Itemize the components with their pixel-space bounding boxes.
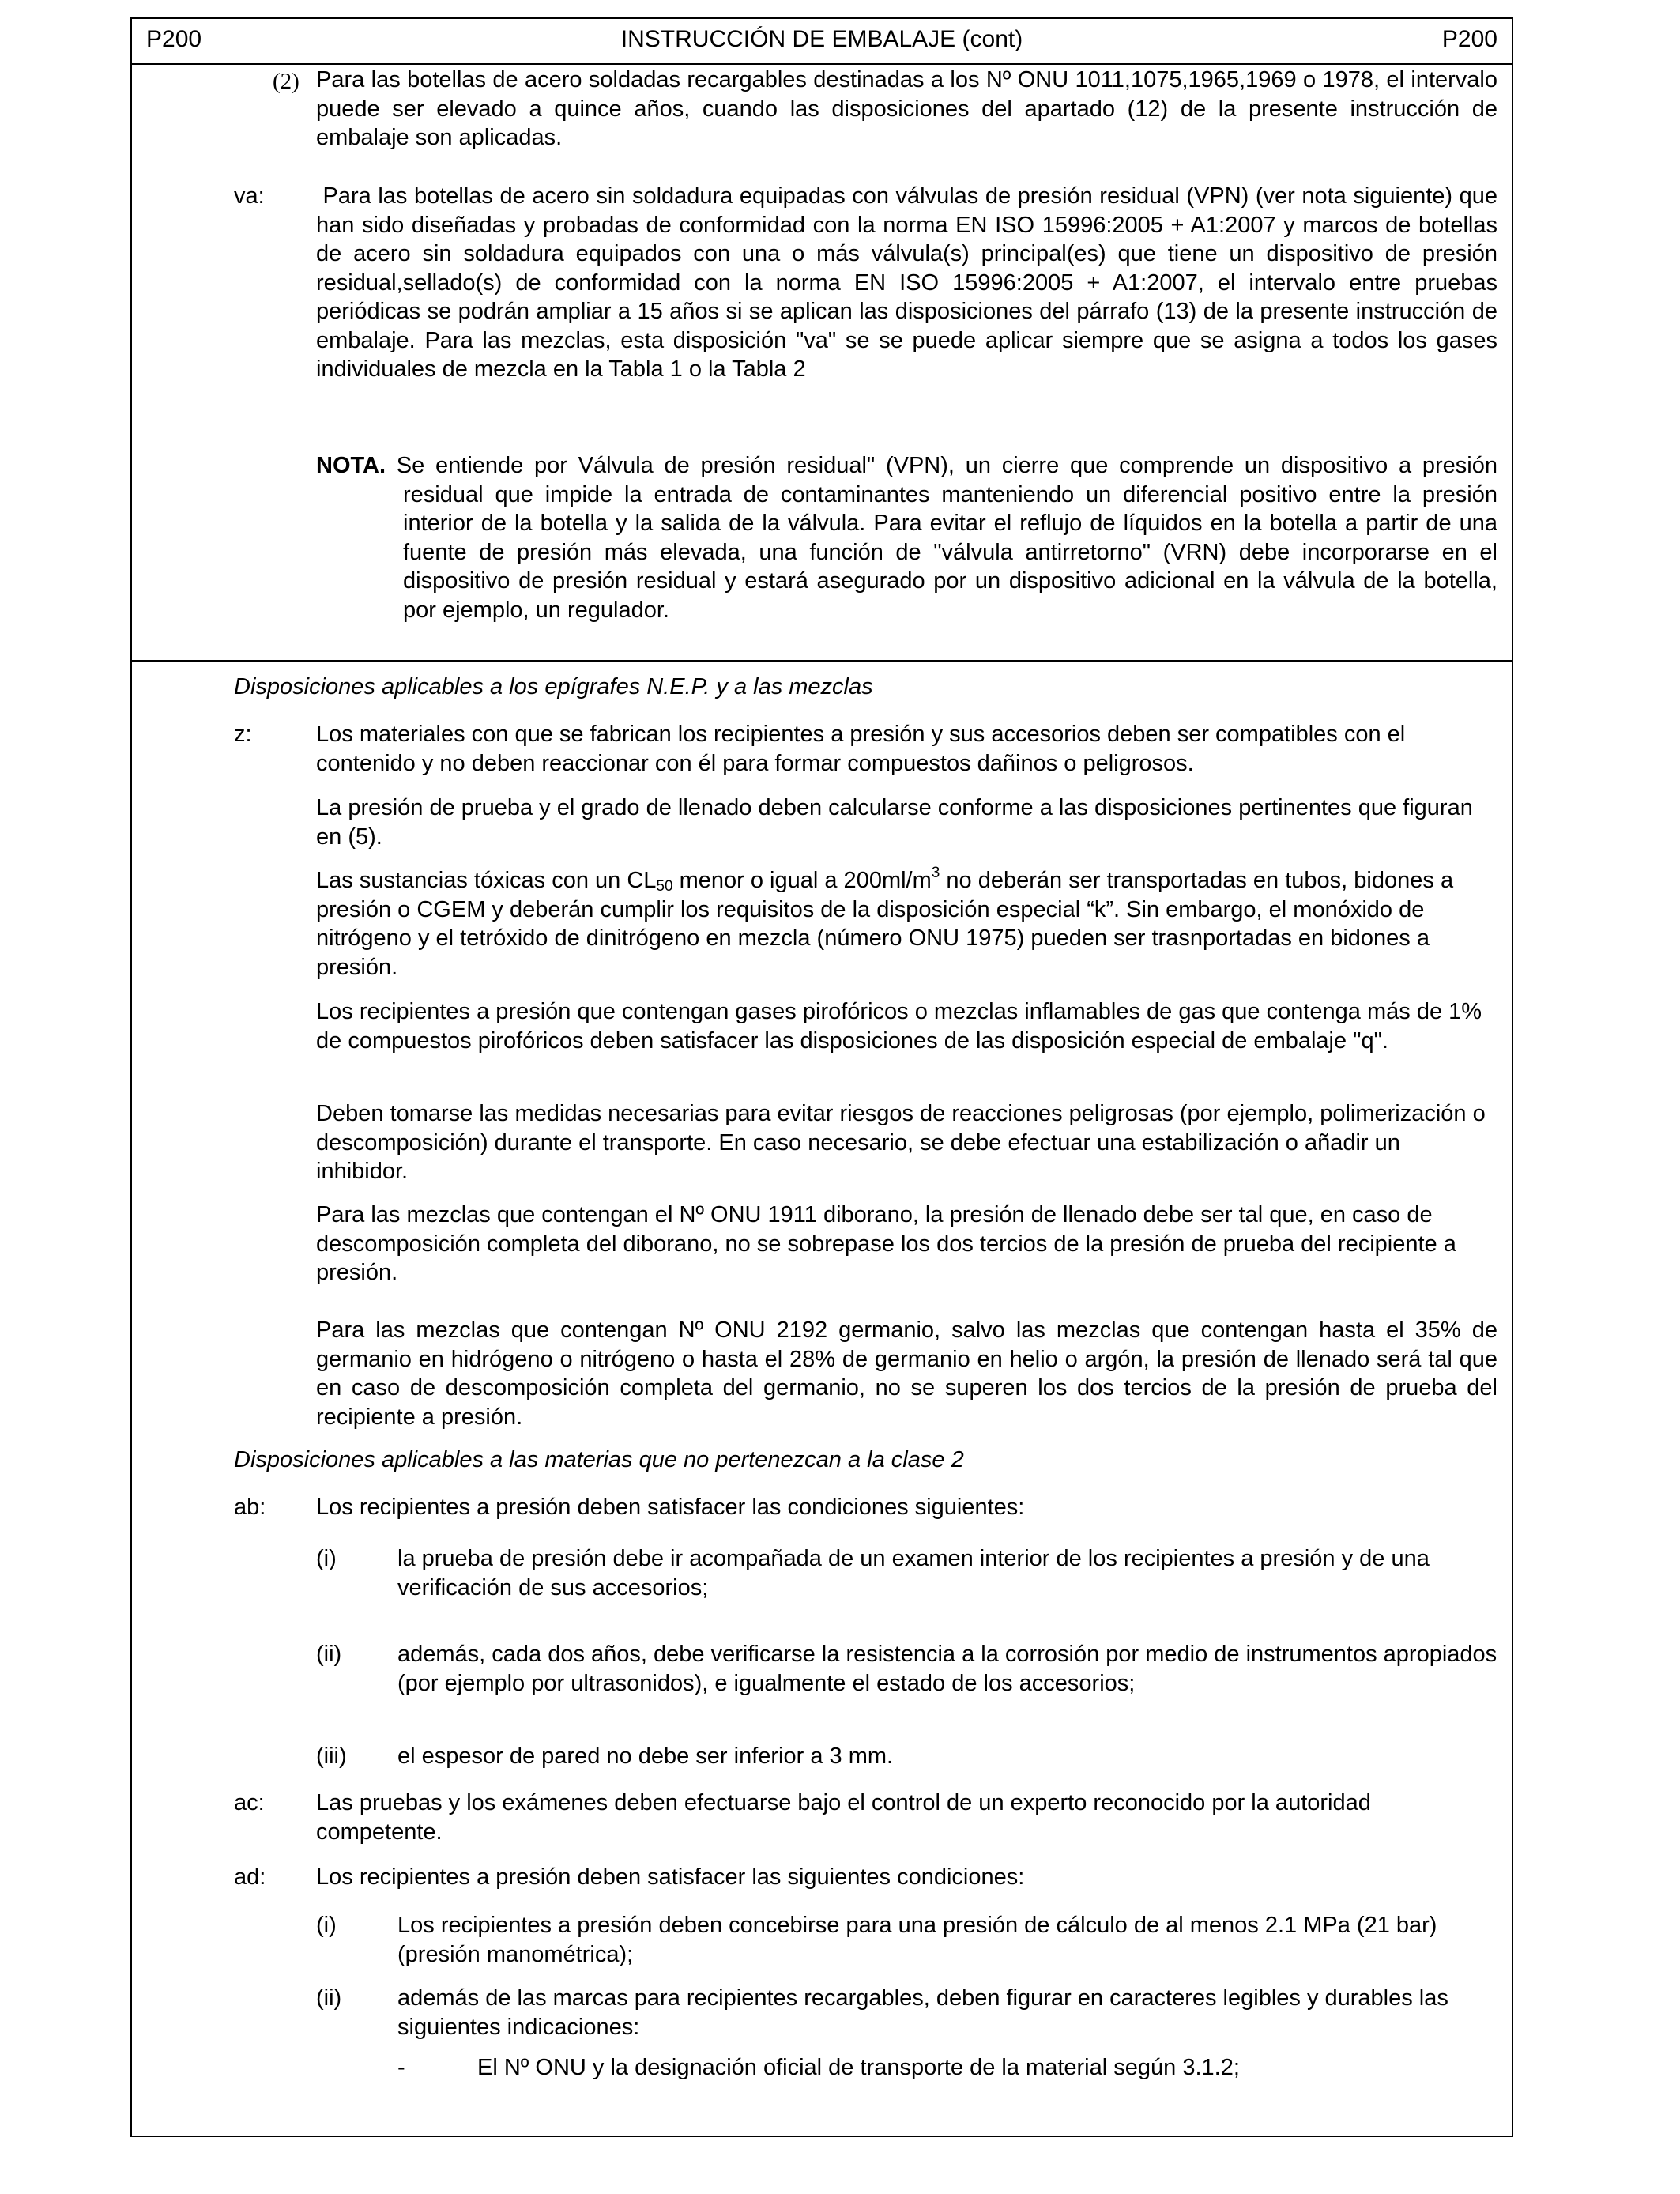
z-paragraph-7: Para las mezclas que contengan Nº ONU 2192 germanio, salvo las mezclas que contengan hasta el 35% de germanio en hidrógeno o nitrógeno o hasta el 28% de germanio en helio o argón, la presión de llenado será tal que en caso de descomposición completa del germanio, no se superen los dos tercios de la presión de prueba del recipiente a presión. bbox=[316, 1318, 1497, 1430]
z-p3-part-b: menor o igual a 200ml/m bbox=[672, 868, 932, 893]
z-code: z: bbox=[234, 722, 252, 747]
z-paragraph-1: Los materiales con que se fabrican los recipientes a presión y sus accesorios deben ser compatibles con el contenido y no deben reaccionar con él para formar compuestos dañinos o peligrosos. bbox=[316, 722, 1406, 776]
ab-item-i-number: (i) bbox=[316, 1546, 337, 1571]
z-paragraph-3 bbox=[316, 866, 1497, 982]
ac-code: ac: bbox=[234, 1790, 265, 1815]
ab-item-iii-number: (iii) bbox=[316, 1744, 347, 1769]
ad-item-i-number: (i) bbox=[316, 1913, 337, 1938]
va-note bbox=[316, 451, 1497, 624]
z-paragraph-6: Para las mezclas que contengan el Nº ONU 1911 diborano, la presión de llenado debe ser tal que, en caso de descomposición completa del diborano, no se sobrepase los dos tercios de la presión de prueba del recipiente a presión. bbox=[316, 1202, 1456, 1285]
ad-item-i-text: Los recipientes a presión deben concebirse para una presión de cálculo de al menos 2.1 MPa (21 bar) (presión manométrica); bbox=[397, 1913, 1437, 1967]
section-heading-other: Disposiciones aplicables a las materias que no pertenezcan a la clase 2 bbox=[234, 1447, 964, 1472]
ab-intro: Los recipientes a presión deben satisfacer las condiciones siguientes: bbox=[316, 1495, 1025, 1520]
ab-item-i-text: la prueba de presión debe ir acompañada de un examen interior de los recipientes a presión y de una verificación de sus accesorios; bbox=[397, 1546, 1430, 1600]
z-p3-superscript: 3 bbox=[931, 865, 940, 881]
va-code: va: bbox=[234, 183, 265, 209]
ad-item-ii-text: además de las marcas para recipientes recargables, deben figurar en caracteres legibles y durables las siguientes indicaciones: bbox=[397, 1985, 1448, 2040]
ab-item-iii-text: el espesor de pared no debe ser inferior a 3 mm. bbox=[397, 1744, 894, 1769]
header-code-right: P200 bbox=[1441, 26, 1497, 52]
ac-text: Las pruebas y los exámenes deben efectuarse bajo el control de un experto reconocido por la autoridad competente. bbox=[316, 1790, 1371, 1845]
ab-item-ii-number: (ii) bbox=[316, 1642, 342, 1667]
item-2-number: (2) bbox=[273, 69, 299, 94]
ad-dash-bullet: - bbox=[397, 2055, 405, 2080]
ad-dash-text: El Nº ONU y la designación oficial de transporte de la material según 3.1.2; bbox=[477, 2055, 1240, 2080]
item-2-text: Para las botellas de acero soldadas recargables destinadas a los Nº ONU 1011,1075,1965,1969 o 1978, el intervalo puede ser elevado a quince años, cuando las disposiciones del apartado (12) de la presente instrucción de embalaje son aplicadas. bbox=[316, 67, 1497, 150]
header-code-left: P200 bbox=[146, 26, 202, 52]
section-divider bbox=[132, 660, 1512, 662]
section-heading-nep: Disposiciones aplicables a los epígrafes N.E.P. y a las mezclas bbox=[234, 674, 873, 699]
ad-code: ad: bbox=[234, 1864, 266, 1890]
header-title: INSTRUCCIÓN DE EMBALAJE (cont) bbox=[620, 26, 1023, 52]
va-text: Para las botellas de acero sin soldadura equipadas con válvulas de presión residual (VPN) (ver nota siguiente) que han sido diseñadas y probadas de conformidad con la norma EN ISO 15996:2005 + A1:2007 y marcos de botellas de acero sin soldadura equipados con una o más válvula(s) principal(es) que tiene un dispositivo de presión residual,sellado(s) de conformidad con la norma EN ISO 15996:2005 + A1:2007, el intervalo entre pruebas periódicas se podrán ampliar a 15 años si se aplican las disposiciones del párrafo (13) de la presente instrucción de embalaje. Para las mezclas, esta disposición "va" se se puede aplicar siempre que se asigna a todos los gases individuales de mezcla en la Tabla 1 o la Tabla 2 bbox=[316, 183, 1505, 382]
note-text: Se entiende por Válvula de presión residual" (VPN), un cierre que comprende un dispositivo a presión residual que impide la entrada de contaminantes manteniendo un diferencial positivo entre la presión interior de la botella y la salida de la válvula. Para evitar el reflujo de líquidos en la botella a partir de una fuente de presión más elevada, una función de "válvula antirretorno" (VRN) debe incorporarse en el dispositivo de presión residual y estará asegurado por un dispositivo adicional en la válvula de la botella, por ejemplo, un regulador. bbox=[386, 453, 1497, 623]
ad-item-ii-number: (ii) bbox=[316, 1985, 342, 2011]
ad-intro: Los recipientes a presión deben satisfacer las siguientes condiciones: bbox=[316, 1864, 1025, 1890]
z-p3-subscript: 50 bbox=[656, 878, 673, 895]
z-p3-part-a: Las sustancias tóxicas con un CL bbox=[316, 868, 657, 893]
ab-code: ab: bbox=[234, 1495, 266, 1520]
ab-item-ii-text: además, cada dos años, debe verificarse la resistencia a la corrosión por medio de instrumentos apropiados (por ejemplo por ultrasonidos), e igualmente el estado de los accesorios; bbox=[397, 1642, 1497, 1696]
page-header bbox=[132, 19, 1512, 65]
z-paragraph-2: La presión de prueba y el grado de llenado deben calcularse conforme a las disposiciones pertinentes que figuran en (5). bbox=[316, 795, 1473, 850]
z-paragraph-4: Los recipientes a presión que contengan gases pirofóricos o mezclas inflamables de gas que contenga más de 1% de compuestos pirofóricos deben satisfacer las disposiciones de las disposición especial de embalaje "q". bbox=[316, 999, 1482, 1054]
z-p3-part-c: no deberán ser transportadas en tubos, bidones a presión o CGEM y deberán cumplir los requisitos de la disposición especial “k”. Sin embargo, el monóxido de nitrógeno y el tetróxido de dinitrógeno en mezcla (número ONU 1975) pueden ser trasnportadas en bidones a presión. bbox=[316, 868, 1454, 980]
note-label: NOTA. bbox=[316, 453, 386, 478]
z-paragraph-5: Deben tomarse las medidas necesarias para evitar riesgos de reacciones peligrosas (por ejemplo, polimerización o descomposición) durante el transporte. En caso necesario, se debe efectuar una estabilización o añadir un inhibidor. bbox=[316, 1101, 1486, 1184]
